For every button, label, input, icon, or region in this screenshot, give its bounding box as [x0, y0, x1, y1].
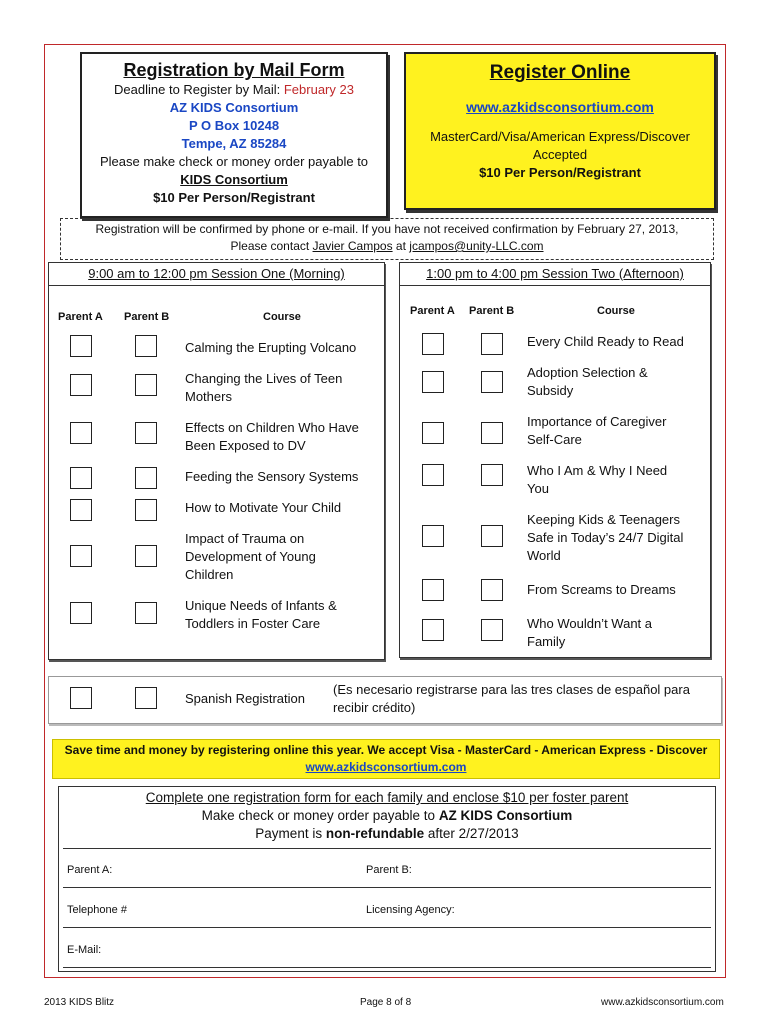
s2-course3-label: Importance of Caregiver Self-Care [527, 414, 667, 447]
spanish-parent-a-checkbox[interactable] [70, 687, 92, 709]
s1-course5-label: How to Motivate Your Child [185, 500, 342, 515]
s2-course6-parent-b-checkbox[interactable] [481, 579, 503, 601]
session-two-box [399, 262, 711, 658]
s2-course5-label: Keeping Kids & Teenagers Safe in Today’s 24/7 Digital World [527, 512, 684, 563]
s2-course7-label: Who Wouldn’t Want a Family [527, 616, 652, 649]
licensing-agency-field-label: Licensing Agency: [366, 904, 455, 916]
s2-course1-label: Every Child Ready to Read [527, 334, 684, 349]
mail-form-box [80, 52, 388, 218]
spanish-registration-box [48, 676, 722, 724]
save-banner-text: Save time and money by registering online this year. We accept Visa - MasterCard - American Express - Discover [64, 743, 708, 757]
parent-name-input-line[interactable] [63, 887, 711, 888]
complete-line3-prefix: Payment is [255, 826, 323, 841]
s1-course2-parent-a-checkbox[interactable] [70, 374, 92, 396]
s1-course4-parent-a-checkbox[interactable] [70, 467, 92, 489]
s2-course5-parent-a-checkbox[interactable] [422, 525, 444, 547]
s2-course6-label: From Screams to Dreams [527, 582, 676, 597]
payable-name: KIDS Consortium [180, 172, 288, 187]
s2-course7-parent-a-checkbox[interactable] [422, 619, 444, 641]
s1-course3-parent-a-checkbox[interactable] [70, 422, 92, 444]
confirmation-line1: Registration will be confirmed by phone or e-mail. If you have not received confirmation by February 27, 2013, [95, 222, 679, 236]
s2-course4-parent-a-checkbox[interactable] [422, 464, 444, 486]
s1-course6-parent-b-checkbox[interactable] [135, 545, 157, 567]
deadline-line [82, 81, 386, 99]
s1-course2-parent-b-checkbox[interactable] [135, 374, 157, 396]
s1-course7-parent-a-checkbox[interactable] [70, 602, 92, 624]
contact-email-link[interactable]: jcampos@unity-LLC.com [409, 239, 544, 253]
s1-course1-label: Calming the Erupting Volcano [185, 340, 357, 355]
s1-col-course: Course [263, 311, 301, 323]
s2-course3-parent-a-checkbox[interactable] [422, 422, 444, 444]
contact-info-box [58, 786, 716, 972]
phone-field-label: Telephone # [67, 904, 127, 916]
save-banner-url-link[interactable]: www.azkidsconsortium.com [305, 760, 467, 774]
footer-url: www.azkidsconsortium.com [601, 997, 724, 1008]
footer-left: 2013 KIDS Blitz [44, 997, 115, 1008]
s1-course4-label: Feeding the Sensory Systems [185, 469, 359, 484]
s1-course3-parent-b-checkbox[interactable] [135, 422, 157, 444]
s2-course7-parent-b-checkbox[interactable] [481, 619, 503, 641]
s2-course6-parent-a-checkbox[interactable] [422, 579, 444, 601]
s1-course2-label: Changing the Lives of Teen Mothers [185, 371, 343, 404]
s1-course6-parent-a-checkbox[interactable] [70, 545, 92, 567]
s1-course1-parent-b-checkbox[interactable] [135, 335, 157, 357]
register-online-box [404, 52, 716, 210]
complete-line1: Complete one registration form for each family and enclose $10 per foster parent [145, 790, 629, 805]
contact-name: Javier Campos [312, 239, 393, 253]
spanish-label: Spanish Registration [185, 691, 305, 706]
s2-course2-label: Adoption Selection & Subsidy [527, 365, 648, 398]
footer-page-number: Page 8 of 8 [360, 997, 412, 1008]
s2-course1-parent-b-checkbox[interactable] [481, 333, 503, 355]
po-box: P O Box 10248 [188, 118, 280, 133]
s1-course6-label: Impact of Trauma on Development of Young Children [185, 531, 316, 582]
email-input-line[interactable] [63, 967, 711, 968]
s2-course3-parent-b-checkbox[interactable] [481, 422, 503, 444]
online-accepted: Accepted [532, 147, 588, 162]
save-banner [52, 739, 720, 779]
session-two-title [400, 263, 710, 286]
contact-at: at [395, 239, 406, 253]
s2-course2-parent-a-checkbox[interactable] [422, 371, 444, 393]
session-two-title-text: 1:00 pm to 4:00 pm Session Two (Afternoon) [426, 266, 684, 281]
s2-col-parent-b: Parent B [469, 305, 515, 317]
city: Tempe, AZ 85284 [181, 136, 287, 151]
s1-col-parent-b: Parent B [124, 311, 170, 323]
s1-col-parent-a: Parent A [58, 311, 103, 323]
org-name: AZ KIDS Consortium [169, 100, 299, 115]
deadline-label: Deadline to Register by Mail: [114, 82, 281, 97]
session-one-title [49, 263, 384, 286]
phone-licensing-input-line[interactable] [63, 927, 711, 928]
s1-course1-parent-a-checkbox[interactable] [70, 335, 92, 357]
s1-course7-label: Unique Needs of Infants & Toddlers in Foster Care [185, 598, 337, 631]
divider-line [63, 848, 711, 849]
session-one-box [48, 262, 385, 660]
s2-course4-parent-b-checkbox[interactable] [481, 464, 503, 486]
online-title: Register Online [489, 62, 631, 83]
contact-prefix: Please contact [230, 239, 310, 253]
s2-course5-parent-b-checkbox[interactable] [481, 525, 503, 547]
parent-a-field-label: Parent A: [67, 864, 113, 876]
s1-course4-parent-b-checkbox[interactable] [135, 467, 157, 489]
session-one-title-text: 9:00 am to 12:00 pm Session One (Morning) [88, 266, 345, 281]
complete-line2-prefix: Make check or money order payable to [201, 808, 436, 823]
complete-line3 [59, 825, 715, 843]
confirmation-line2 [61, 238, 713, 255]
mail-fee: $10 Per Person/Registrant [153, 190, 315, 205]
complete-line2-name: AZ KIDS Consortium [438, 808, 573, 823]
spanish-parent-b-checkbox[interactable] [135, 687, 157, 709]
spanish-note: (Es necesario registrarse para las tres clases de español para recibir crédito) [333, 682, 690, 715]
s2-course1-parent-a-checkbox[interactable] [422, 333, 444, 355]
confirmation-box [60, 218, 714, 260]
parent-b-field-label: Parent B: [366, 864, 412, 876]
s2-col-course: Course [597, 305, 635, 317]
online-url-link[interactable]: www.azkidsconsortium.com [466, 99, 654, 115]
online-cards: MasterCard/Visa/American Express/Discover [430, 129, 690, 144]
complete-line3-suffix: after 2/27/2013 [427, 826, 519, 841]
online-fee: $10 Per Person/Registrant [479, 165, 641, 180]
s2-col-parent-a: Parent A [410, 305, 455, 317]
mail-form-title: Registration by Mail Form [123, 60, 345, 80]
s2-course2-parent-b-checkbox[interactable] [481, 371, 503, 393]
s1-course5-parent-b-checkbox[interactable] [135, 499, 157, 521]
s1-course5-parent-a-checkbox[interactable] [70, 499, 92, 521]
s2-course4-label: Who I Am & Why I Need You [527, 463, 668, 496]
email-field-label: E-Mail: [67, 944, 102, 956]
deadline-date: February 23 [283, 82, 354, 97]
complete-line3-bold: non-refundable [325, 826, 425, 841]
s1-course7-parent-b-checkbox[interactable] [135, 602, 157, 624]
complete-line2 [59, 807, 715, 825]
s1-course3-label: Effects on Children Who Have Been Exposed to DV [185, 420, 359, 453]
payable-text: Please make check or money order payable to [99, 154, 369, 169]
complete-instructions [59, 789, 715, 843]
